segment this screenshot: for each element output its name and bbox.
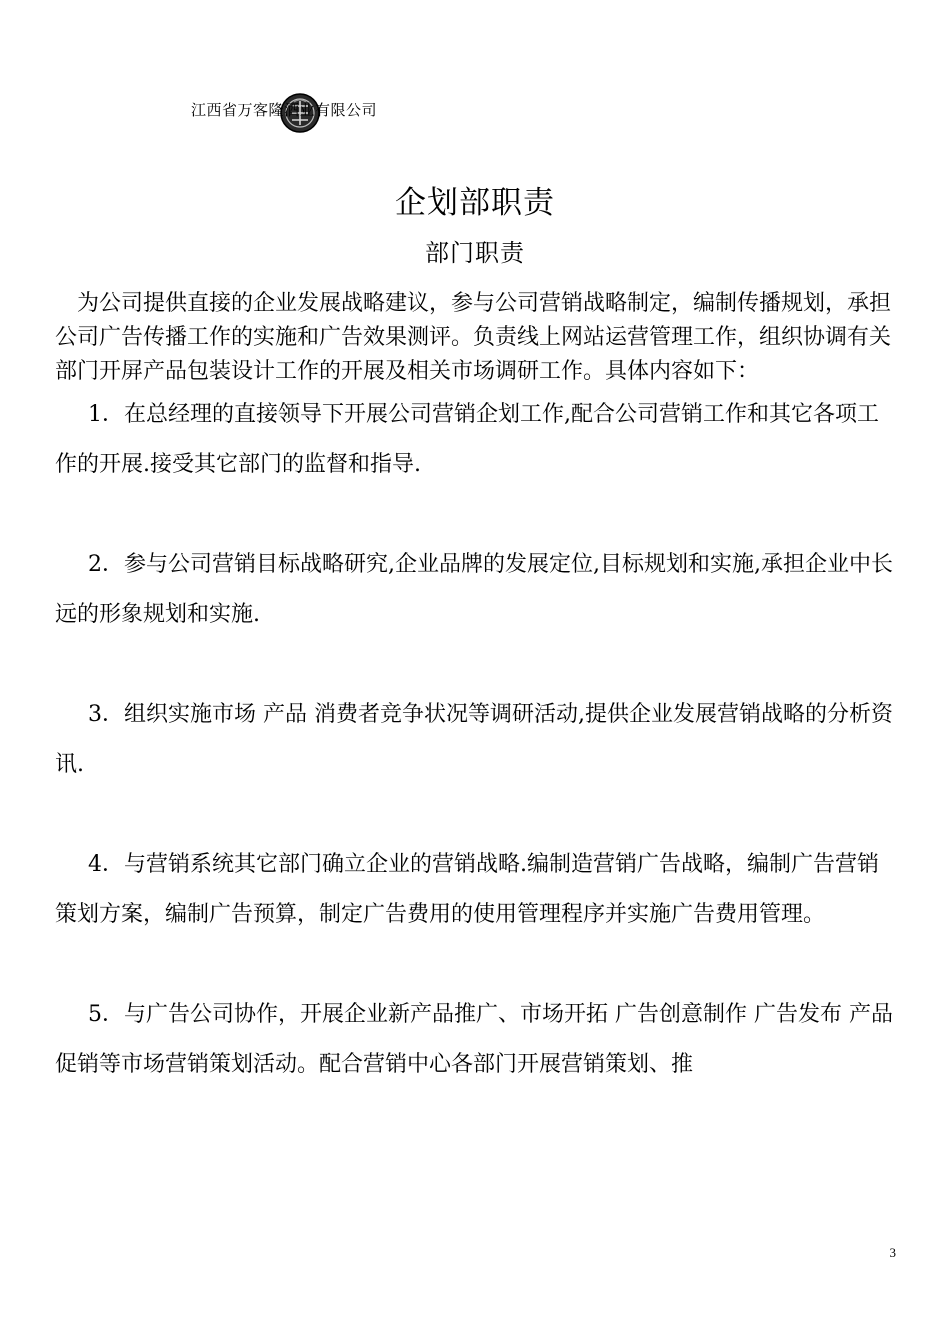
duty-item: 3．组织实施市场 产品 消费者竞争状况等调研活动,提供企业发展营销战略的分析资讯.: [55, 702, 893, 777]
document-body: [55, 287, 900, 1090]
section-title: 部门职责: [425, 239, 525, 267]
intro-paragraph: 为公司提供直接的企业发展战略建议，参与公司营销战略制定，编制传播规划，承担公司广告传播工作的实施和广告效果测评。负责线上网站运营管理工作，组织协调有关部门开屏产品包装设计工作的开展及相关市场调研工作。具体内容如下：: [55, 291, 892, 384]
header-company-name: 江西省万客隆酒业有限公司: [191, 101, 378, 119]
duty-item: 1．在总经理的直接领导下开展公司营销企划工作,配合公司营销工作和其它各项工作的开展.接受其它部门的监督和指导.: [55, 402, 879, 477]
duty-item: 4．与营销系统其它部门确立企业的营销战略.编制造营销广告战略，编制广告营销策划方案，编制广告预算，制定广告费用的使用管理程序并实施广告费用管理。: [55, 852, 879, 927]
duty-item: 2．参与公司营销目标战略研究,企业品牌的发展定位,目标规划和实施,承担企业中长远的形象规划和实施.: [55, 552, 893, 627]
duty-item: 5．与广告公司协作，开展企业新产品推广、市场开拓 广告创意制作 广告发布 产品促销等市场营销策划活动。配合营销中心各部门开展营销策划、推: [55, 1002, 893, 1077]
document-title: 企划部职责: [395, 185, 555, 221]
page-number: 3: [889, 1245, 896, 1260]
